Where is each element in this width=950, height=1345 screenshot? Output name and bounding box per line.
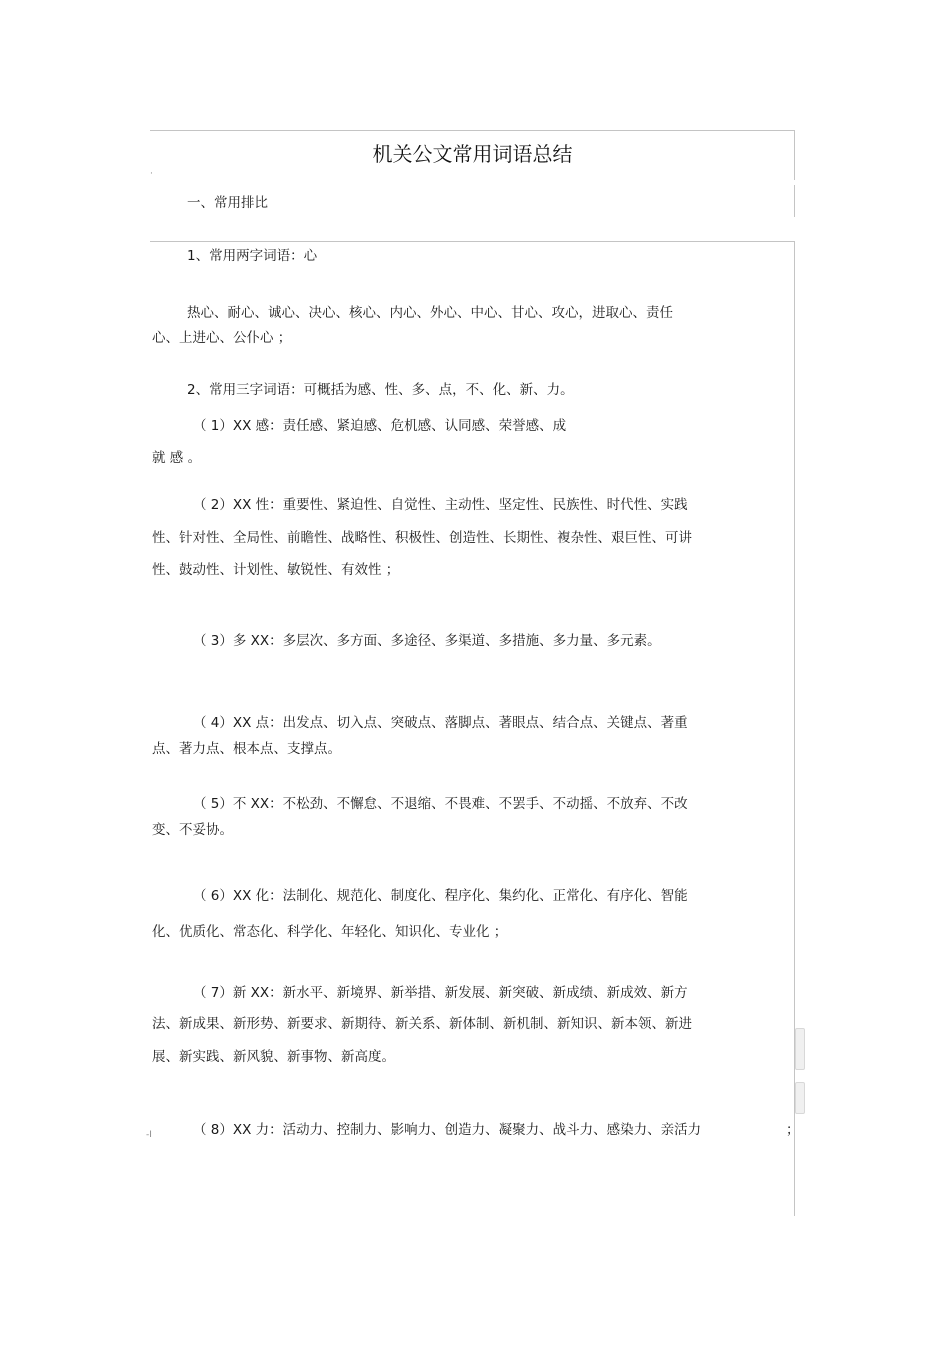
paragraph-line: 心、上进心、公仆心 ； xyxy=(152,330,292,346)
paragraph-line: 展、新实践、新风貌、新事物、新高度。 xyxy=(152,1049,395,1065)
item-heading: 1、常用两字词语：心 xyxy=(187,248,318,264)
paragraph-line: （ 2）XX 性：重要性、紧迫性、自觉性、主动性、坚定性、民族性、时代性、实践 xyxy=(193,497,688,513)
section-rule-right xyxy=(794,185,795,217)
section-heading: 一、常用排比 xyxy=(187,195,268,211)
margin-dot: -I xyxy=(146,1130,152,1140)
margin-tab-marker xyxy=(795,1028,805,1070)
paragraph-line: 热心、耐心、诚心、决心、核心、内心、外心、中心、甘心、攻心，进取心、责任 xyxy=(187,305,673,321)
margin-dot: · xyxy=(150,169,153,179)
paragraph-line: 就 感 。 xyxy=(152,450,202,466)
header-rule-top xyxy=(150,130,795,131)
paragraph-line: （ 3）多 XX：多层次、多方面、多途径、多渠道、多措施、多力量、多元素。 xyxy=(193,633,661,649)
paragraph-line: 点、著力点、根本点、支撑点。 xyxy=(152,741,341,757)
margin-tab-marker xyxy=(795,1082,805,1114)
content-rule-top xyxy=(150,241,795,242)
paragraph-line: （ 4）XX 点：出发点、切入点、突破点、落脚点、著眼点、结合点、关键点、著重 xyxy=(193,715,688,731)
paragraph-line: 化、优质化、常态化、科学化、年轻化、知识化、专业化 ； xyxy=(152,924,508,940)
document-title: 机关公文常用词语总结 xyxy=(372,142,573,166)
paragraph-line: 性、鼓动性、计划性、敏锐性、有效性 ； xyxy=(152,562,400,578)
paragraph-line: 变、不妥协。 xyxy=(152,822,233,838)
paragraph-line-end: ； xyxy=(786,1122,800,1138)
paragraph-line: 法、新成果、新形势、新要求、新期待、新关系、新体制、新机制、新知识、新本领、新进 xyxy=(152,1016,692,1032)
paragraph-line: （ 6）XX 化：法制化、规范化、制度化、程序化、集约化、正常化、有序化、智能 xyxy=(193,888,688,904)
paragraph-line: 性、针对性、全局性、前瞻性、战略性、积极性、创造性、长期性、複杂性、艰巨性、可讲 xyxy=(152,530,692,546)
paragraph-line: （ 7）新 XX：新水平、新境界、新举措、新发展、新突破、新成绩、新成效、新方 xyxy=(193,985,688,1001)
paragraph-line: （ 8）XX 力：活动力、控制力、影响力、创造力、凝聚力、战斗力、感染力、亲活力 xyxy=(193,1122,702,1138)
paragraph-line: （ 5）不 XX：不松劲、不懈怠、不退缩、不畏难、不罢手、不动摇、不放弃、不改 xyxy=(193,796,688,812)
item-heading: 2、常用三字词语：可概括为感、性、多、点，不、化、新、力。 xyxy=(187,382,574,398)
paragraph-line: （ 1）XX 感：责任感、紧迫感、危机感、认同感、荣誉感、成 xyxy=(193,418,567,434)
content-rule-right xyxy=(794,241,795,1216)
